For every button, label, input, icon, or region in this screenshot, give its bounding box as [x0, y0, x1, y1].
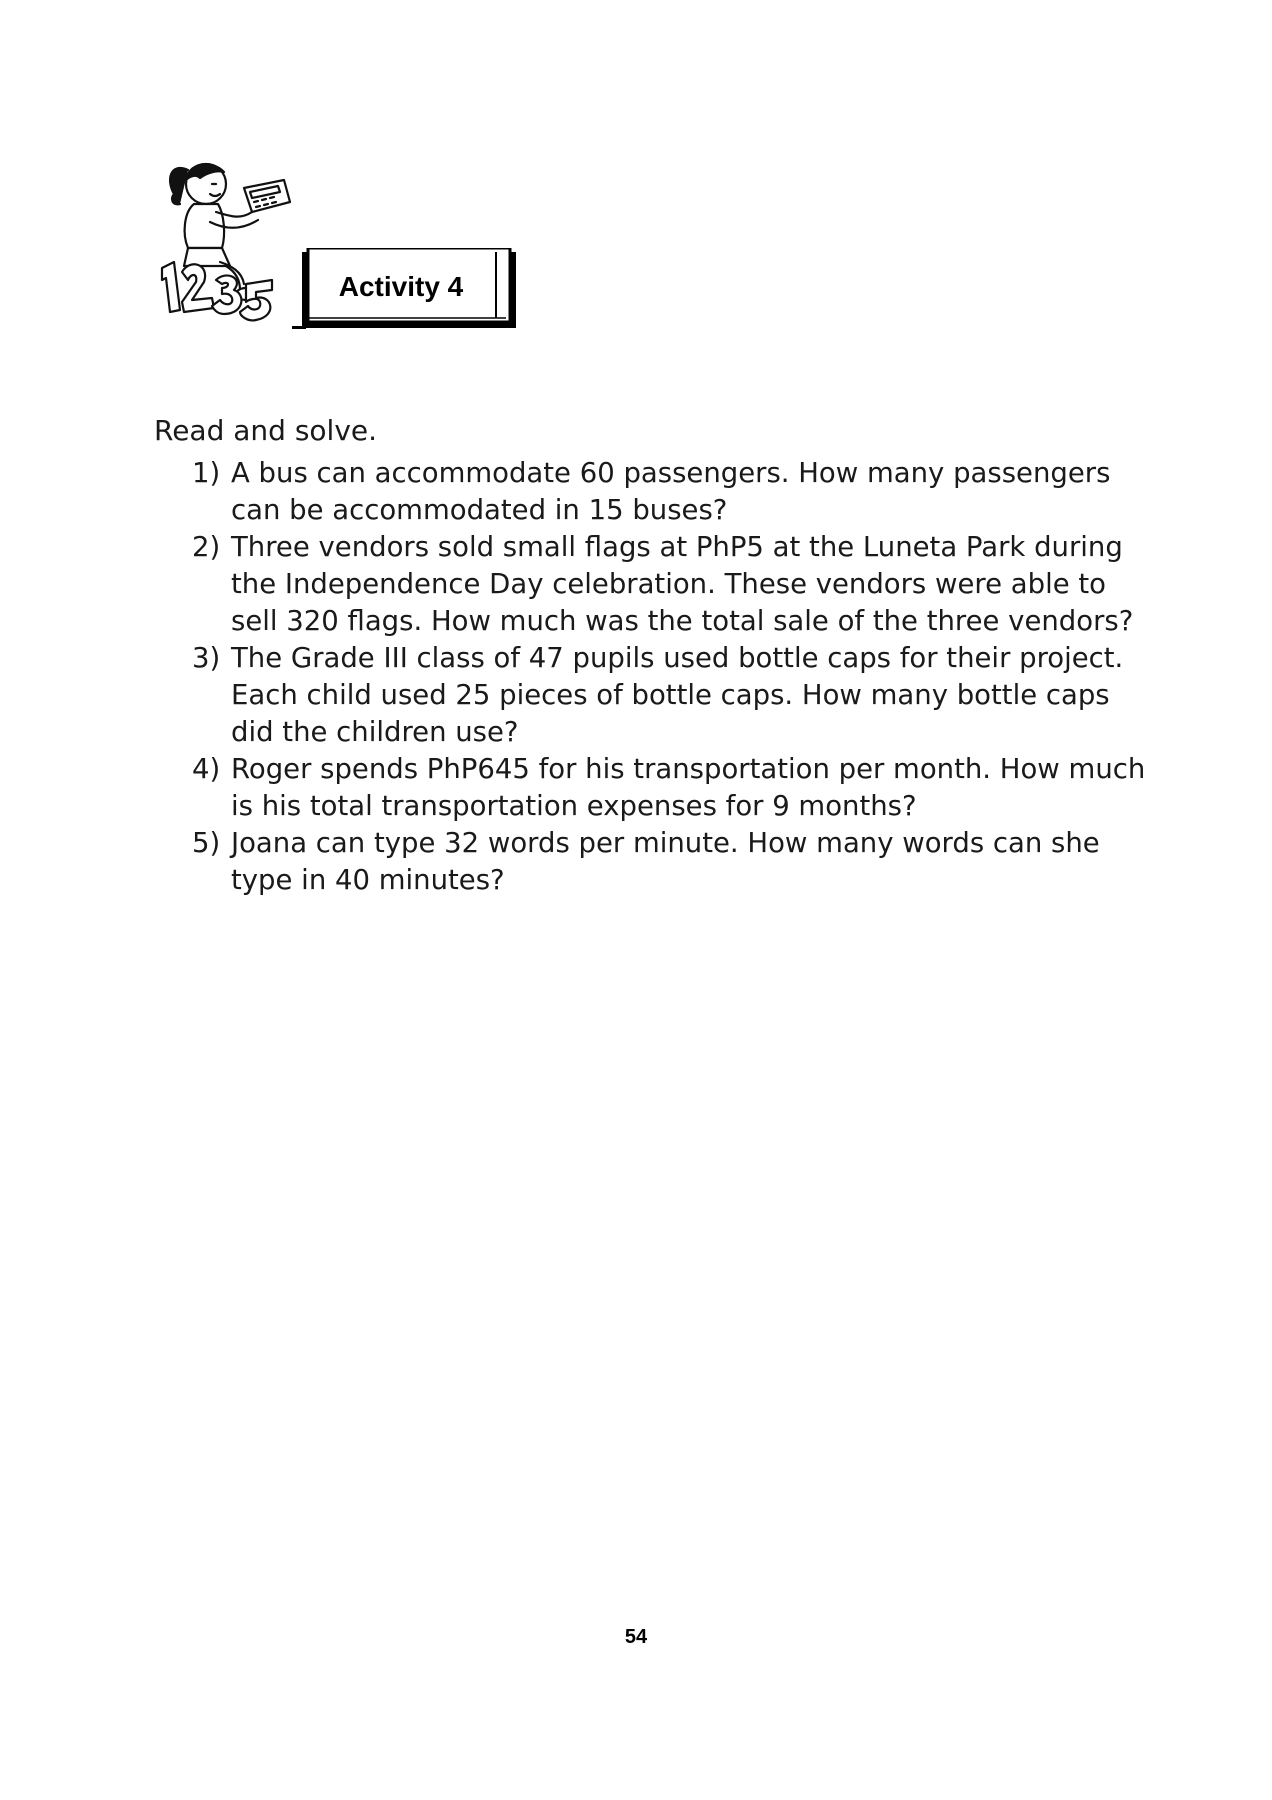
problem-text: Roger spends PhP645 for his transportation per month. How much is his total transportation expenses for 9 months? — [231, 753, 1146, 822]
problem-item — [190, 640, 1150, 751]
problem-item — [190, 751, 1150, 825]
page-number: 54 — [624, 1626, 648, 1648]
problem-number: 4) — [192, 753, 221, 785]
problem-item — [190, 455, 1150, 529]
problem-list — [190, 455, 1150, 899]
activity-title: Activity 4 — [338, 271, 464, 302]
instructions: Read and solve. — [154, 414, 378, 447]
problem-text: A bus can accommodate 60 passengers. How many passengers can be accommodated in 15 buses? — [231, 457, 1111, 526]
activity-title-box — [292, 248, 522, 332]
girl-with-calculator-illustration — [160, 150, 310, 332]
problem-number: 3) — [192, 642, 221, 674]
problem-number: 1) — [192, 457, 221, 489]
problem-text: The Grade III class of 47 pupils used bottle caps for their project. Each child used 25 pieces of bottle caps. How many bottle caps did the children use? — [231, 642, 1124, 748]
problem-number: 5) — [192, 827, 221, 859]
problem-text: Joana can type 32 words per minute. How many words can she type in 40 minutes? — [231, 827, 1100, 896]
problem-number: 2) — [192, 531, 221, 563]
problem-item — [190, 825, 1150, 899]
problem-text: Three vendors sold small flags at PhP5 at the Luneta Park during the Independence Day celebration. These vendors were able to sell 320 flags. How much was the total sale of the three vendors? — [231, 531, 1134, 637]
problem-item — [190, 529, 1150, 640]
